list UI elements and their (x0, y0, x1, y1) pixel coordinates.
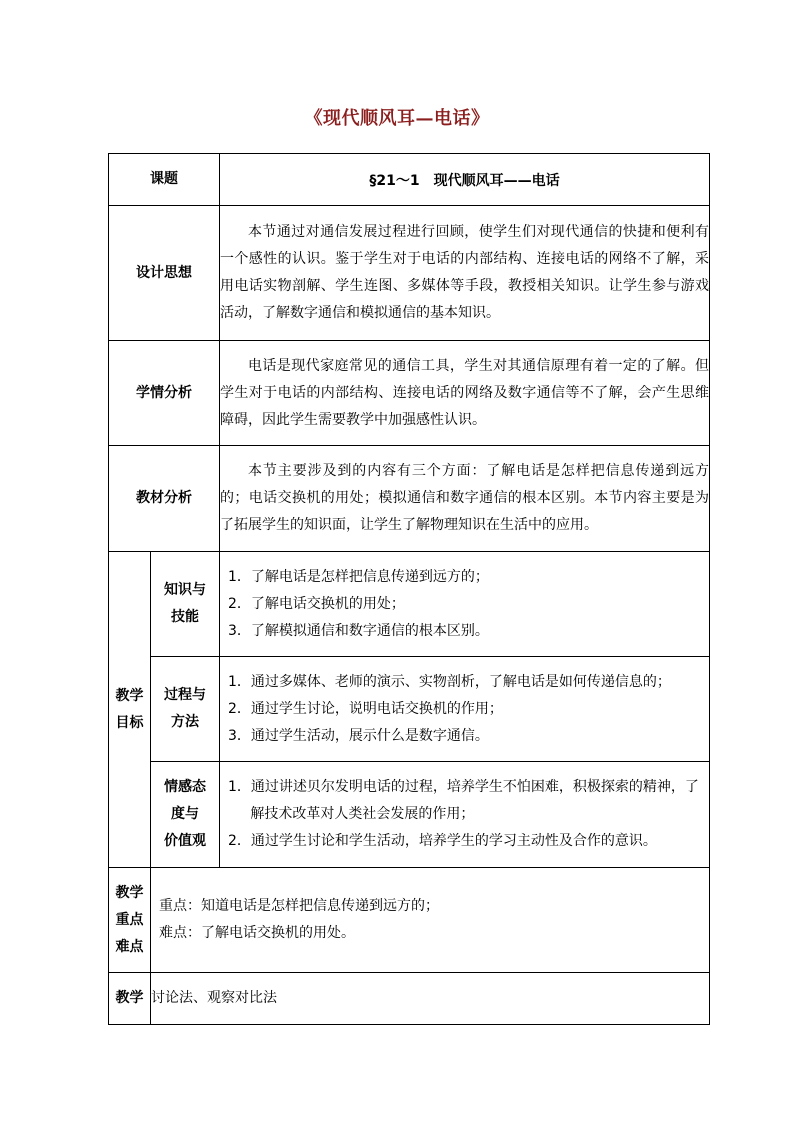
goals-label (109, 552, 151, 868)
emotion-cell (220, 762, 710, 868)
design-label: 设计思想 (109, 206, 220, 341)
knowledge-cell (220, 552, 710, 657)
emotion-label-line3: 价值观 (164, 833, 206, 849)
row-learner (109, 341, 710, 446)
learner-label: 学情分析 (109, 341, 220, 446)
learner-text: 电话是现代家庭常见的通信工具，学生对其通信原理有着一定的了解。但学生对于电话的内部结构、连接电话的网络及数字通信等不了解，会产生思维障碍，因此学生需要教学中加强感性认识。 (220, 341, 710, 446)
key-point-line: 重点：知道电话是怎样把信息传递到远方的； (159, 898, 439, 914)
method-label: 教学 (109, 973, 151, 1025)
process-label-line1: 过程与 (164, 687, 206, 703)
process-cell (220, 657, 710, 762)
list-item: 3．了解模拟通信和数字通信的根本区别。 (228, 622, 489, 639)
key-points-label (109, 868, 151, 973)
row-goal-knowledge (109, 552, 710, 657)
key-points-label-line1: 教学 (115, 884, 144, 901)
key-points-label-line2: 重点 (115, 911, 144, 928)
key-points-label-line3: 难点 (115, 938, 144, 955)
knowledge-label-line1: 知识与 (164, 582, 206, 598)
list-item: 1．通过讲述贝尔发明电话的过程，培养学生不怕困难，积极探索的精神，了解技术改革对人类社会发展的作用； (228, 779, 699, 822)
emotion-label (151, 762, 220, 868)
list-item: 2．通过学生讨论，说明电话交换机的作用； (228, 700, 503, 717)
row-goal-emotion (109, 762, 710, 868)
lesson-plan-table (108, 153, 710, 1025)
list-item: 1．通过多媒体、老师的演示、实物剖析，了解电话是如何传递信息的； (228, 673, 671, 690)
design-text: 本节通过对通信发展过程进行回顾，使学生们对现代通信的快捷和便利有一个感性的认识。鉴于学生对于电话的内部结构、连接电话的网络不了解，采用电话实物剖解、学生连图、多媒体等手段，教授相关知识。让学生参与游戏活动，了解数字通信和模拟通信的基本知识。 (220, 206, 710, 341)
list-item: 2．了解电话交换机的用处； (228, 595, 405, 612)
process-list (220, 665, 709, 754)
process-label (151, 657, 220, 762)
row-key-points (109, 868, 710, 973)
emotion-label-line1: 情感态 (164, 779, 206, 795)
row-goal-process (109, 657, 710, 762)
knowledge-label (151, 552, 220, 657)
difficult-point-line: 难点：了解电话交换机的用处。 (159, 925, 355, 941)
material-label: 教材分析 (109, 446, 220, 552)
emotion-label-line2: 度与 (171, 806, 199, 822)
topic-value: §21～1 现代顺风耳——电话 (220, 154, 710, 206)
list-item: 2．通过学生讨论和学生活动，培养学生的学习主动性及合作的意识。 (228, 833, 657, 849)
document-title: 《现代顺风耳—电话》 (304, 108, 490, 129)
goals-label-line1: 教学 (115, 687, 144, 704)
row-design (109, 206, 710, 341)
emotion-list (220, 770, 709, 859)
row-topic (109, 154, 710, 206)
list-item: 1．了解电话是怎样把信息传递到远方的； (228, 568, 489, 585)
material-text: 本节主要涉及到的内容有三个方面：了解电话是怎样把信息传递到远方的；电话交换机的用处；模拟通信和数字通信的根本区别。本节内容主要是为了拓展学生的知识面，让学生了解物理知识在生活中的应用。 (220, 446, 710, 552)
knowledge-list (220, 560, 709, 649)
topic-label: 课题 (109, 154, 220, 206)
knowledge-label-line2: 技能 (171, 609, 199, 625)
process-label-line2: 方法 (171, 714, 199, 730)
method-text: 讨论法、观察对比法 (151, 973, 710, 1025)
list-item: 3．通过学生活动，展示什么是数字通信。 (228, 727, 489, 744)
row-material (109, 446, 710, 552)
goals-label-line2: 目标 (115, 714, 144, 731)
row-method (109, 973, 710, 1025)
key-points-cell (151, 868, 710, 973)
